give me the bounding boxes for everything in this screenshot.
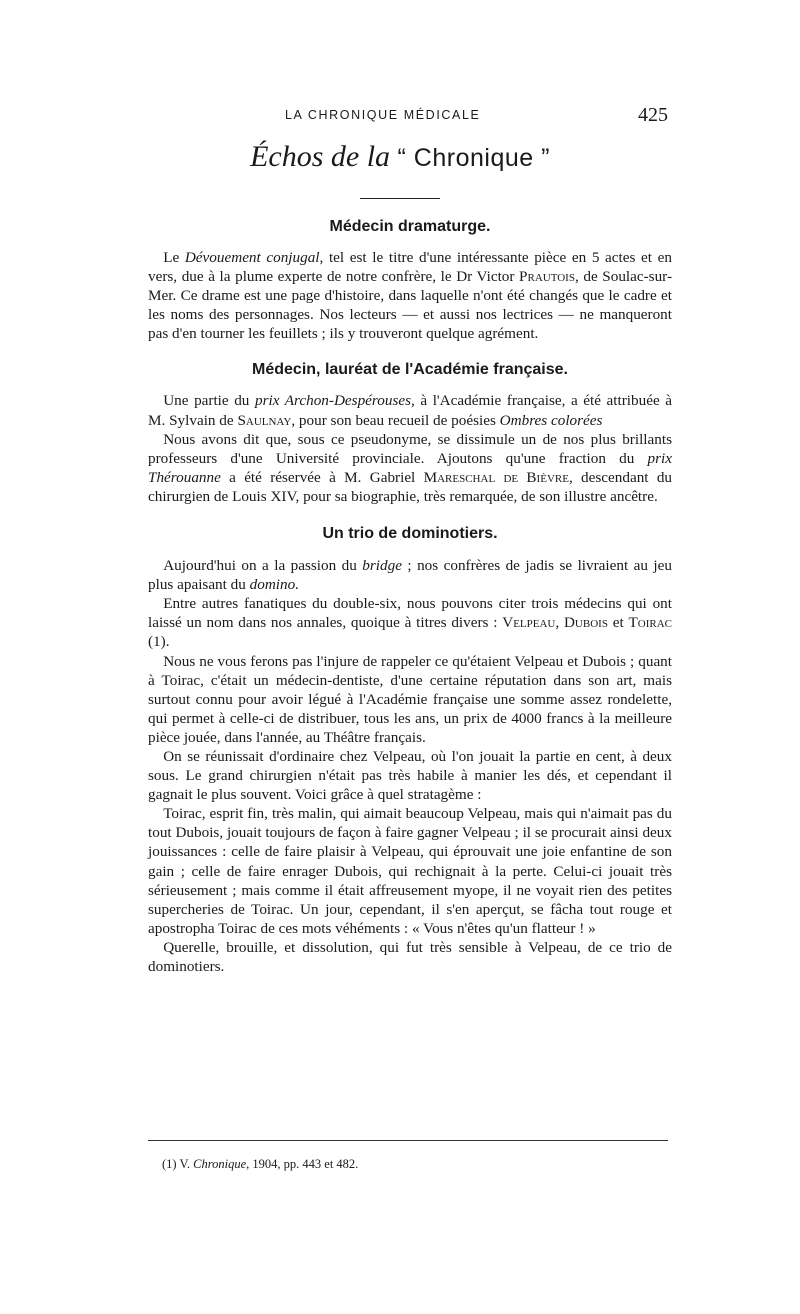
paragraph: [148, 652, 672, 747]
italic-run: Ombres colorées: [499, 411, 603, 429]
page-header: [0, 104, 800, 132]
italic-run: prix Thérouanne: [148, 449, 672, 486]
italic-run: bridge: [362, 557, 402, 575]
section-heading: Médecin dramaturge.: [329, 218, 491, 235]
italic-run: prix Archon-Despérouses,: [254, 392, 415, 410]
column-title-quoted: “ Chronique ”: [397, 144, 550, 172]
text-run: à l'Académie française, a été attribuée à M. Sylvain de: [148, 392, 673, 429]
text-run: On se réunissait d'ordinaire chez Velpeau, où l'on jouait la partie en cent, à deux sous. Le grand chirurgien n'était pas très habile à manier les dés, et cependant il gagnait le plus souvent. Voici grâce à quel stratagème :: [148, 747, 672, 804]
paragraph: [148, 594, 672, 651]
paragraph: [148, 938, 672, 976]
text-run: Nous avons dit que, sous ce pseudonyme, se dissimule un de nos plus brillants professeurs d'une Université provinciale. Ajoutons qu'une fraction du: [148, 430, 672, 467]
title-divider: [360, 198, 440, 199]
text-run: de Soulac-sur-Mer. Ce drame est une page d'histoire, dans laquelle n'ont été changés que le cadre et les noms des personnages. Nos lecteurs — et aussi nos lectrices — ne manqueront pas d'en tourner les feuillets ; ils y trouveront quelque agrément.: [148, 268, 672, 343]
text-run: 1904, pp. 443 et 482.: [249, 1157, 359, 1171]
running-title: LA CHRONIQUE MÉDICALE: [285, 108, 481, 122]
italic-run: Dévouement conjugal,: [184, 249, 324, 266]
page-number: 425: [638, 104, 668, 126]
paragraph: [148, 391, 672, 429]
small-caps-run: Prautois,: [519, 268, 579, 286]
text-run: (1).: [148, 633, 170, 651]
section-heading: Un trio de dominotiers.: [322, 525, 498, 543]
text-run: Une partie du: [163, 392, 255, 410]
column-title: [0, 140, 800, 174]
paragraph: [148, 430, 672, 506]
paragraph: [148, 248, 672, 343]
italic-run: domino.: [249, 576, 300, 594]
footnote-divider: [148, 1140, 668, 1141]
small-caps-run: Toirac: [628, 614, 673, 632]
small-caps-run: Mareschal de Bièvre,: [423, 468, 573, 486]
small-caps-run: Velpeau, Dubois: [502, 614, 608, 632]
text-run: pour son beau recueil de poésies: [295, 411, 500, 429]
section-heading: Médecin, lauréat de l'Académie française.: [252, 361, 568, 379]
paragraph: [148, 556, 672, 594]
small-caps-run: Saulnay,: [237, 411, 296, 429]
section-trio-dominotiers: [148, 522, 672, 976]
text-run: Aujourd'hui on a la passion du: [163, 557, 363, 575]
text-run: Toirac, esprit fin, très malin, qui aimait beaucoup Velpeau, mais qui n'aimait pas du tout Dubois, jouait toujours de façon à faire gagner Velpeau ; il se procurait ainsi deux jouissances : celle de faire plaisir à Velpeau, qui éprouvait une joie enfantine de son gain ; celle de faire enrager Dubois, qui rechignait à la perte. Celui-ci jouait très sérieusement ; mais comme il était affreusement myope, il ne voyait rien des petites supercheries de Toirac. Un jour, cependant, il s'en aperçut, se fâcha tout rouge et apostropha Toirac de ces mots véhéments : « Vous n'êtes qu'un flatteur ! »: [148, 805, 672, 937]
text-run: Querelle, brouille, et dissolution, qui fut très sensible à Velpeau, de ce trio de dominotiers.: [148, 938, 672, 975]
text-run: (1) V.: [162, 1157, 194, 1171]
footnote: [162, 1157, 358, 1172]
text-run: ; nos confrères de jadis se livraient au jeu plus apaisant du: [148, 557, 672, 594]
text-run: et: [607, 614, 629, 632]
column-title-script: Échos de la: [250, 140, 391, 173]
text-run: descendant du chirurgien de Louis XIV, pour sa biographie, très remarquée, de son illustre ancêtre.: [148, 468, 673, 505]
article-body: [148, 215, 672, 976]
italic-run: Chronique,: [193, 1157, 250, 1171]
paragraph: [148, 804, 672, 938]
paragraph: [148, 747, 672, 804]
text-run: tel est le titre d'une intéressante pièce en 5 actes et en vers, due à la plume experte de notre confrère, le Dr Victor: [148, 249, 672, 286]
text-run: a été réservée à M. Gabriel: [220, 468, 424, 486]
text-run: Le: [163, 249, 185, 266]
section-medecin-dramaturge: [148, 215, 672, 343]
text-run: Entre autres fanatiques du double-six, nous pouvons citer trois médecins qui ont laissé un nom dans nos annales, quoique à titres divers :: [148, 595, 672, 632]
section-laureat-academie: [148, 358, 672, 506]
text-run: Nous ne vous ferons pas l'injure de rappeler ce qu'étaient Velpeau et Dubois ; quant à Toirac, c'était un médecin-dentiste, d'une certaine réputation dans son art, mais surtout connu pour avoir légué à l'Académie française une somme assez rondelette, qui permet à celle-ci de distribuer, tous les ans, un prix de 4000 francs à la meilleure pièce jouée, dans l'année, au Théâtre français.: [148, 652, 672, 746]
